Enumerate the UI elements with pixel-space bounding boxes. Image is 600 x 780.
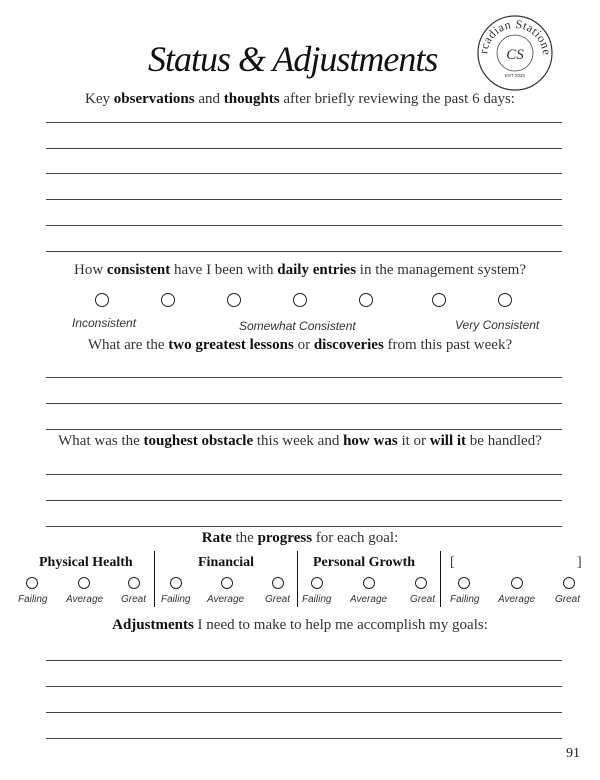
consistency-radio-5[interactable] [359,293,373,307]
scale-label-somewhat: Somewhat Consistent [239,319,356,333]
rating-label-average: Average [66,594,104,605]
physical-health-great-radio[interactable] [128,577,140,589]
rating-label-great: Great [265,594,291,605]
rating-label-average: Average [207,594,245,605]
consistency-radio-4[interactable] [293,293,307,307]
consistency-radio-6[interactable] [432,293,446,307]
consistency-radio-3[interactable] [227,293,241,307]
writing-line[interactable] [46,251,562,252]
custom-goal-average-radio[interactable] [511,577,523,589]
personal-growth-average-radio[interactable] [363,577,375,589]
writing-line[interactable] [46,377,562,378]
lessons-prompt: What are the two greatest lessons or discoveries from this past week? [87,337,513,353]
custom-goal-bracket-close: ] [577,555,582,570]
scale-label-inconsistent: Inconsistent [72,316,137,330]
rating-label-failing: Failing [450,594,480,605]
obstacle-prompt: What was the toughest obstacle this week and how was it or will it be handled? [58,433,542,449]
writing-line[interactable] [46,660,562,661]
goal-financial: Financial [198,555,255,570]
writing-line[interactable] [46,173,562,174]
writing-line[interactable] [46,474,562,475]
writing-line[interactable] [46,686,562,687]
writing-line[interactable] [46,712,562,713]
financial-failing-radio[interactable] [170,577,182,589]
svg-text:CS: CS [506,47,524,63]
writing-line[interactable] [46,738,562,739]
personal-growth-great-radio[interactable] [415,577,427,589]
custom-goal-bracket-open: [ [450,555,455,570]
consistency-radio-7[interactable] [498,293,512,307]
writing-line[interactable] [46,526,562,527]
goal-divider [154,551,155,607]
physical-health-average-radio[interactable] [78,577,90,589]
goal-divider [297,551,298,607]
writing-line[interactable] [46,148,562,149]
custom-goal-input[interactable] [460,556,572,574]
scale-label-very-consistent: Very Consistent [455,318,540,332]
writing-line[interactable] [46,500,562,501]
rate-prompt: Rate the progress for each goal: [201,530,399,546]
consistency-prompt: How consistent have I been with daily entries in the management system? [73,262,526,278]
observations-prompt: Key observations and thoughts after briefly reviewing the past 6 days: [85,91,515,107]
writing-line[interactable] [46,122,562,123]
circadian-stationery-logo [476,14,554,92]
writing-line[interactable] [46,429,562,430]
page-number: 91 [566,746,580,761]
rating-label-great: Great [555,594,581,605]
svg-text:Circadian Stationery: rcadian Statione [476,16,554,56]
rating-label-failing: Failing [18,594,48,605]
goal-personal-growth: Personal Growth [313,555,416,570]
writing-line[interactable] [46,199,562,200]
goal-divider [440,551,441,607]
financial-average-radio[interactable] [221,577,233,589]
custom-goal-great-radio[interactable] [563,577,575,589]
goal-physical-health: Physical Health [39,555,133,570]
rating-label-failing: Failing [302,594,332,605]
adjustments-prompt: Adjustments I need to make to help me accomplish my goals: [112,617,488,633]
financial-great-radio[interactable] [272,577,284,589]
custom-goal-failing-radio[interactable] [458,577,470,589]
consistency-radio-2[interactable] [161,293,175,307]
rating-label-average: Average [498,594,536,605]
consistency-radio-1[interactable] [95,293,109,307]
page-title: Status & Adjustments [148,39,438,79]
rating-label-average: Average [350,594,388,605]
writing-line[interactable] [46,403,562,404]
svg-text:EST 2020: EST 2020 [505,73,525,78]
writing-line[interactable] [46,225,562,226]
rating-label-great: Great [121,594,147,605]
physical-health-failing-radio[interactable] [26,577,38,589]
rating-label-failing: Failing [161,594,191,605]
personal-growth-failing-radio[interactable] [311,577,323,589]
rating-label-great: Great [410,594,436,605]
